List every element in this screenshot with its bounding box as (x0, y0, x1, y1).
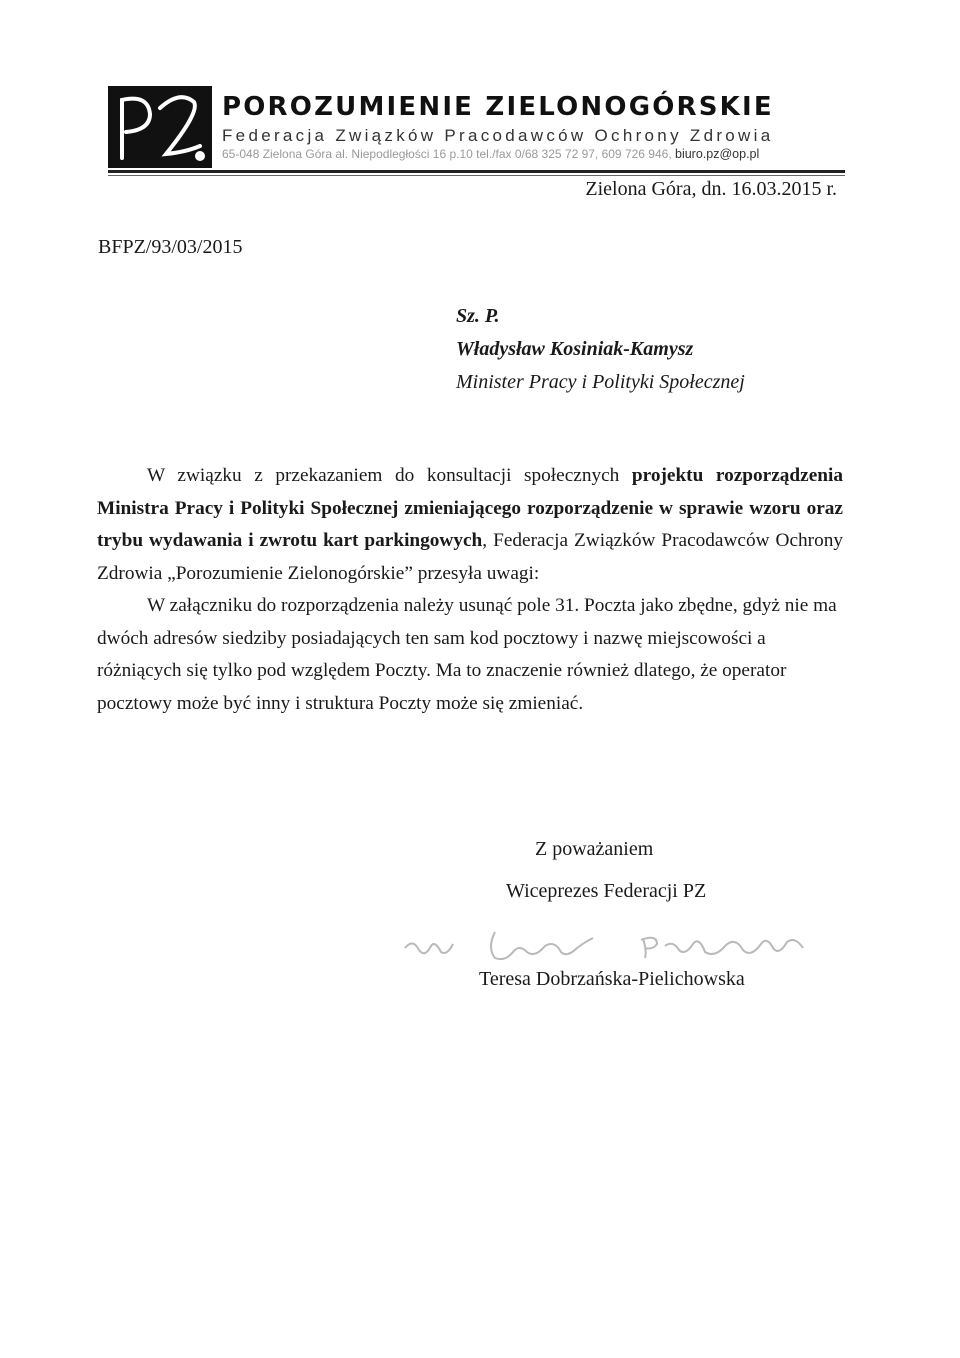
signature-icon (395, 918, 855, 968)
pz-logo (108, 86, 212, 168)
org-address-text: 65-048 Zielona Góra al. Niepodległości 16 p.10 tel./fax 0/68 325 72 97, 609 726 946, (222, 147, 672, 161)
body-paragraph-2: W załączniku do rozporządzenia należy usunąć pole 31. Poczta jako zbędne, gdyż nie ma dwóch adresów siedziby posiadających ten sam kod pocztowy i nazwę miejscowości a różniących się tylko pod względem Poczty. Ma to znaczenie również dlatego, że operator pocztowy może być inny i struktura Poczty może się zmieniać. (97, 595, 837, 714)
recipient-name: Władysław Kosiniak-Kamysz (456, 338, 694, 360)
recipient-title: Minister Pracy i Polityki Społecznej (456, 371, 745, 393)
letter-body (97, 460, 843, 720)
body-paragraph-1 (97, 460, 843, 590)
closing-phrase: Z poważaniem (535, 838, 654, 860)
signer-name: Teresa Dobrzańska-Pielichowska (479, 968, 745, 990)
org-name: POROZUMIENIE ZIELONOGÓRSKIE (222, 92, 774, 122)
org-subtitle: Federacja Związków Pracodawców Ochrony Zdrowia (222, 126, 774, 145)
letterhead-rule (108, 170, 845, 173)
p1-rest: , Federacja Związków Pracodawców Ochrony Zdrowia „Porozumienie Zielonogórskie” przesyła uwagi: (97, 530, 843, 584)
p1-bold: projektu rozporządzenia Ministra Pracy i Polityki Społecznej zmieniającego rozporządzenie w sprawie wzoru oraz trybu wydawania i zwrotu kart parkingowych (97, 465, 843, 551)
place-date: Zielona Góra, dn. 16.03.2015 r. (585, 178, 837, 200)
handwritten-signature (395, 918, 855, 973)
recipient-salutation: Sz. P. (456, 305, 500, 327)
signer-title: Wiceprezes Federacji PZ (506, 880, 707, 902)
org-email: biuro.pz@op.pl (675, 147, 760, 161)
pz-logo-mark-icon (108, 86, 212, 168)
letterhead-rule-thin (108, 175, 845, 176)
p1-intro: W związku z przekazaniem do konsultacji społecznych (147, 465, 632, 486)
org-address (222, 147, 759, 161)
letterhead (108, 86, 843, 168)
reference-number: BFPZ/93/03/2015 (98, 236, 243, 258)
recipient-block (456, 300, 745, 399)
